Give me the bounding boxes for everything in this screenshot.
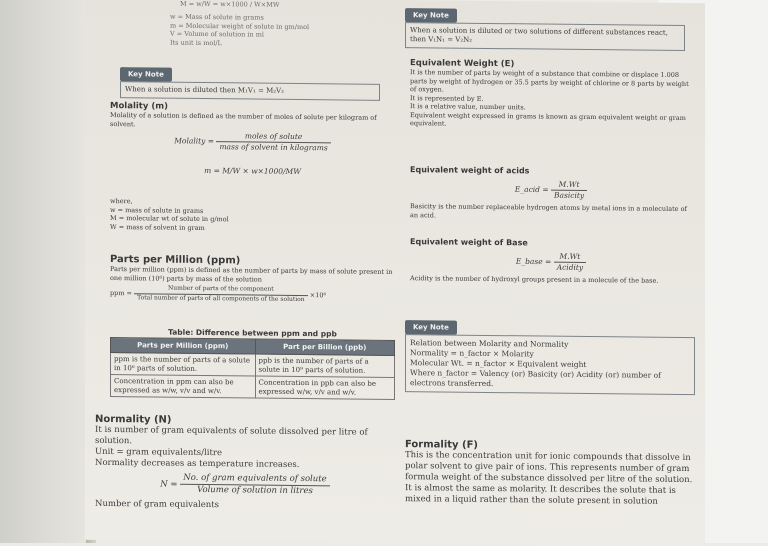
acid-formula [410,178,692,202]
key-note-2 [405,8,685,51]
def-line: m = Molecular weight of solute in gm/mol [170,21,390,32]
fraction [216,131,330,153]
section-title: Formality (F) [405,440,695,453]
molality-formula [110,130,395,154]
normality-formula [95,472,395,498]
section-title: Equivalent weight of Base [410,237,692,250]
temperature-line: Normality decreases as temperature increases. [95,458,395,472]
key-note-3 [405,320,695,395]
table-caption: Table: Difference between ppm and ppb [110,327,395,340]
column-header: Parts per Million (ppm) [111,338,256,355]
table-cell: ppb is the number of parts of a solute in 10⁹ parts of solution. [255,354,395,377]
W-definition: W = mass of solvent in gram [110,223,395,234]
def-line: w = Mass of solute in grams [170,13,390,24]
section-definition: It is the number of parts by weight of a substance that combine or displace 1.008 parts by weight of hydrogen or 35.5 parts by weight of chlorine or 8 parts by weight of oxygen. [410,68,692,96]
comparison-table [110,337,395,400]
where-label: where, [110,197,395,208]
equivalent-weight-section [410,58,692,130]
formula-lhs: ppm = [110,289,132,297]
background-left [0,0,90,543]
section-title: Equivalent Weight (E) [410,58,692,71]
key-note-label: Key Note [405,8,457,23]
base-formula [410,250,692,274]
def-line: V = Volume of solution in ml [170,30,390,41]
def-line: Its unit is mol/L [170,38,390,49]
section-definition: Acidity is the number of hydroxyl groups present in a molecule of the base. [410,274,692,285]
numerator: No. of gram equivalents of solute [180,473,329,487]
molality-section [110,101,395,234]
numerator: moles of solute [216,131,330,143]
ppm-formula [110,284,400,305]
acids-section [410,165,692,222]
key-note-label: Key Note [120,67,172,82]
ppm-section [110,255,400,305]
section-title: Molality (m) [110,101,395,114]
column-header: Part per Billion (ppb) [255,339,395,355]
key-note-line: Normality = n_factor × Molarity [410,348,690,361]
key-note-label: Key Note [405,320,457,335]
key-note-text: When a solution is diluted or two solutions of different substances react, then V₁N₁ = V₂N₂ [405,22,685,51]
denominator: Total number of parts of all components of the solution [134,294,308,304]
formula-lhs: E_acid = [515,185,549,194]
normality-section [95,415,395,513]
numerator: M.Wt [554,252,586,263]
section-definition: This is the concentration unit for ionic compounds that dissolve in polar solvent to give pair of ions. This represents number of gram formula weight of the substance dissolved per litre of the solution. It is almost the same as molarity. It describes the solute that is mixed in a liquid rather than the solute present in solution [405,450,695,508]
denominator: Volume of solution in litres [180,485,329,498]
table-cell: ppm is the number of parts of a solute in 10⁶ parts of solution. [111,353,256,377]
gram-line: Equivalent weight expressed in grams is known as gram equivalent weight or gram equivalent. [410,111,692,131]
section-definition: Parts per million (ppm) is defined as the number of parts by mass of solute present in one million (10⁶) parts by mass of the solution [110,265,400,285]
key-note-line: Where n_factor = Valency (or) Basicity (or) Acidity (or) number of electrons transferred. [410,368,690,391]
key-note-line: Molecular Wt. = n_factor × Equivalent weight [410,358,690,371]
key-note-1 [120,67,380,101]
fraction [134,284,308,304]
right-column [405,0,697,3]
table-cell: Concentration in ppm can also be expressed as w/w, v/v and w/v. [111,375,256,399]
ppm-ppb-table [110,327,395,400]
key-note-text [405,334,695,395]
formula-lhs: Molality = [174,136,214,145]
numerator: Number of parts of the component [134,284,308,295]
book-page [85,0,705,546]
formula-lhs: N = [160,480,177,490]
numerator: M.Wt [551,180,587,191]
section-definition: Molality of a solution is defined as the number of moles of solute per kilogram of solvent. [110,111,395,131]
base-section [410,237,692,285]
section-title: Parts per Million (ppm) [110,255,400,268]
denominator: Basicity [551,191,587,201]
formality-section [405,440,695,508]
table-cell: Concentration in ppb can also be expressed w/w, v/v and w/v. [255,376,395,399]
denominator: Acidity [554,263,586,273]
formula-tail: ×10⁶ [310,291,326,299]
w-definition: w = mass of solute in grams [110,206,395,217]
fraction [551,180,587,201]
denominator: mass of solvent in kilograms [216,142,330,153]
top-definitions [170,13,390,49]
key-note-text: When a solution is diluted then M₁V₁ = M₂V₂ [120,81,380,101]
table-row [111,375,395,400]
key-note-line: Relation between Molarity and Normality [410,338,690,351]
section-definition: Basicity is the number replaceable hydrogen atoms by metal ions in a moleculate of an acid. [410,202,692,222]
section-title: Equivalent weight of acids [410,165,692,178]
represented-line: It is represented by E. [410,94,692,105]
section-title: Normality (N) [95,415,395,428]
formula-lhs: E_base = [516,257,551,266]
last-line: Number of gram equivalents [95,499,395,513]
fraction [554,252,586,273]
fraction [180,473,329,498]
top-formula-fragment: M = w/W = w×1000 / W×MW [180,0,380,10]
relative-line: It is a relative value, number units. [410,102,692,113]
table-row [111,353,395,378]
unit-line: Unit = gram equivalents/litre [95,447,395,461]
M-definition: M = molecular wt of solute in g/mol [110,214,395,225]
section-definition: It is number of gram equivalents of solute dissolved per litre of solution. [95,425,395,450]
molality-formula-2: m = M/W × w×1000/MW [110,165,395,178]
